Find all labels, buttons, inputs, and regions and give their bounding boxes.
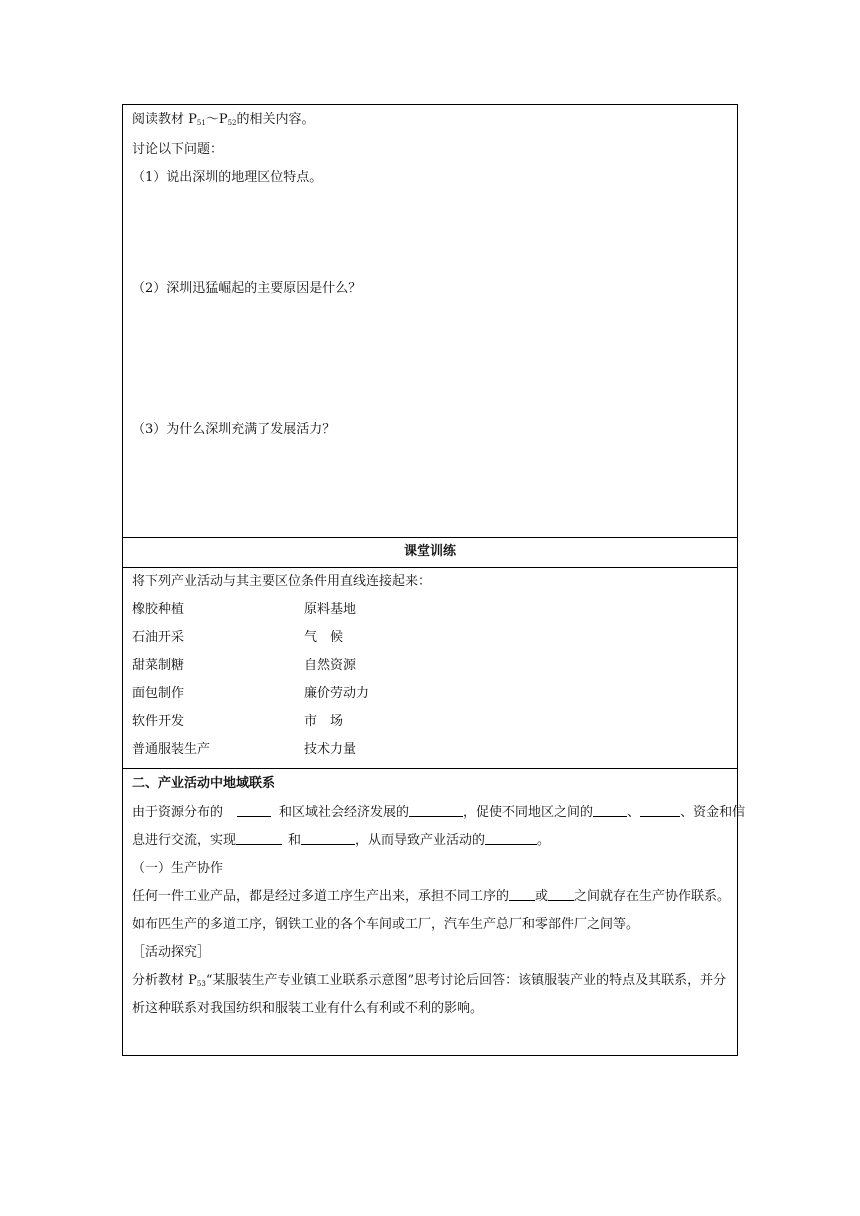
fill-blank[interactable] xyxy=(236,832,282,845)
match-row xyxy=(132,657,184,675)
question-1: （1）说出深圳的地理区位特点。 xyxy=(132,170,323,185)
training-heading: 课堂训练 xyxy=(403,544,456,559)
condition-item: 技术力量 xyxy=(304,742,357,757)
match-row xyxy=(132,741,210,759)
textbook-page-number: 53 xyxy=(196,980,206,988)
fill-blank[interactable] xyxy=(301,832,355,845)
activity-item: 甜菜制糖 xyxy=(132,658,185,673)
reading-range-sep: ～P xyxy=(205,112,228,127)
activity-item: 橡胶种植 xyxy=(132,602,185,617)
match-row xyxy=(132,629,184,647)
activity-item: 软件开发 xyxy=(132,714,185,729)
section2-paragraph3-line2: 析这种联系对我国纺织和服装工业有什么有利或不利的影响。 xyxy=(132,1001,484,1016)
reading-page-start: 51 xyxy=(196,119,206,127)
condition-item: 气 候 xyxy=(304,630,344,645)
reading-suffix: 的相关内容。 xyxy=(236,112,315,127)
condition-item: 原料基地 xyxy=(304,602,357,617)
section2-paragraph2-line1: 任何一件工业产品，都是经过多道工序生产出来，承担不同工序的 或 之间就存在生产协作联系。 xyxy=(132,889,731,904)
question-3: （3）为什么深圳充满了发展活力？ xyxy=(132,422,336,437)
match-row xyxy=(132,685,184,703)
condition-item: 自然资源 xyxy=(304,658,357,673)
question-2: （2）深圳迅猛崛起的主要原因是什么？ xyxy=(132,281,362,296)
reading-instruction xyxy=(132,111,315,132)
discussion-intro: 讨论以下问题： xyxy=(132,142,224,157)
matching-instruction: 将下列产业活动与其主要区位条件用直线连接起来： xyxy=(132,574,432,589)
reading-prefix: 阅读教材 P xyxy=(132,112,197,127)
section2-paragraph1-line2: 息进行交流，实现 和 ，从而导致产业活动的 。 xyxy=(132,833,551,848)
reading-page-end: 52 xyxy=(227,119,237,127)
fill-blank[interactable] xyxy=(509,888,535,901)
subsection-production-collaboration: （一）生产协作 xyxy=(132,861,224,876)
section2-paragraph2-line2: 如布匹生产的多道工序，钢铁工业的各个车间或工厂，汽车生产总厂和零部件厂之间等。 xyxy=(132,917,640,932)
activity-exploration-label: ［活动探究］ xyxy=(132,945,211,960)
condition-item: 市 场 xyxy=(304,714,344,729)
activity-item: 石油开采 xyxy=(132,630,185,645)
matching-cell xyxy=(123,568,737,768)
condition-item: 廉价劳动力 xyxy=(304,686,370,701)
activity-item: 普通服装生产 xyxy=(132,742,211,757)
training-heading-cell xyxy=(123,538,737,567)
fill-blank[interactable] xyxy=(593,804,627,817)
section2-cell xyxy=(123,769,746,1055)
fill-blank[interactable] xyxy=(548,888,574,901)
worksheet-table xyxy=(122,104,746,1056)
section2-title: 二、产业活动中地域联系 xyxy=(132,776,276,791)
fill-blank[interactable] xyxy=(640,804,680,817)
section2-paragraph3-line1: 分析教材 $P_{53}“$某服装生产专业镇工业联系示意图”思考讨论后回答：该镇服装产业的特点及其联系，并分 xyxy=(132,973,727,988)
match-row xyxy=(132,713,184,731)
fill-blank[interactable] xyxy=(485,832,537,845)
discussion-cell xyxy=(123,105,737,537)
fill-blank[interactable] xyxy=(409,804,463,817)
match-row xyxy=(132,601,184,619)
fill-blank[interactable] xyxy=(237,804,271,817)
activity-item: 面包制作 xyxy=(132,686,185,701)
section2-paragraph1-line1: 由于资源分布的 和区域社会经济发展的 ，促使不同地区之间的 、 、资金和信 xyxy=(132,805,746,820)
